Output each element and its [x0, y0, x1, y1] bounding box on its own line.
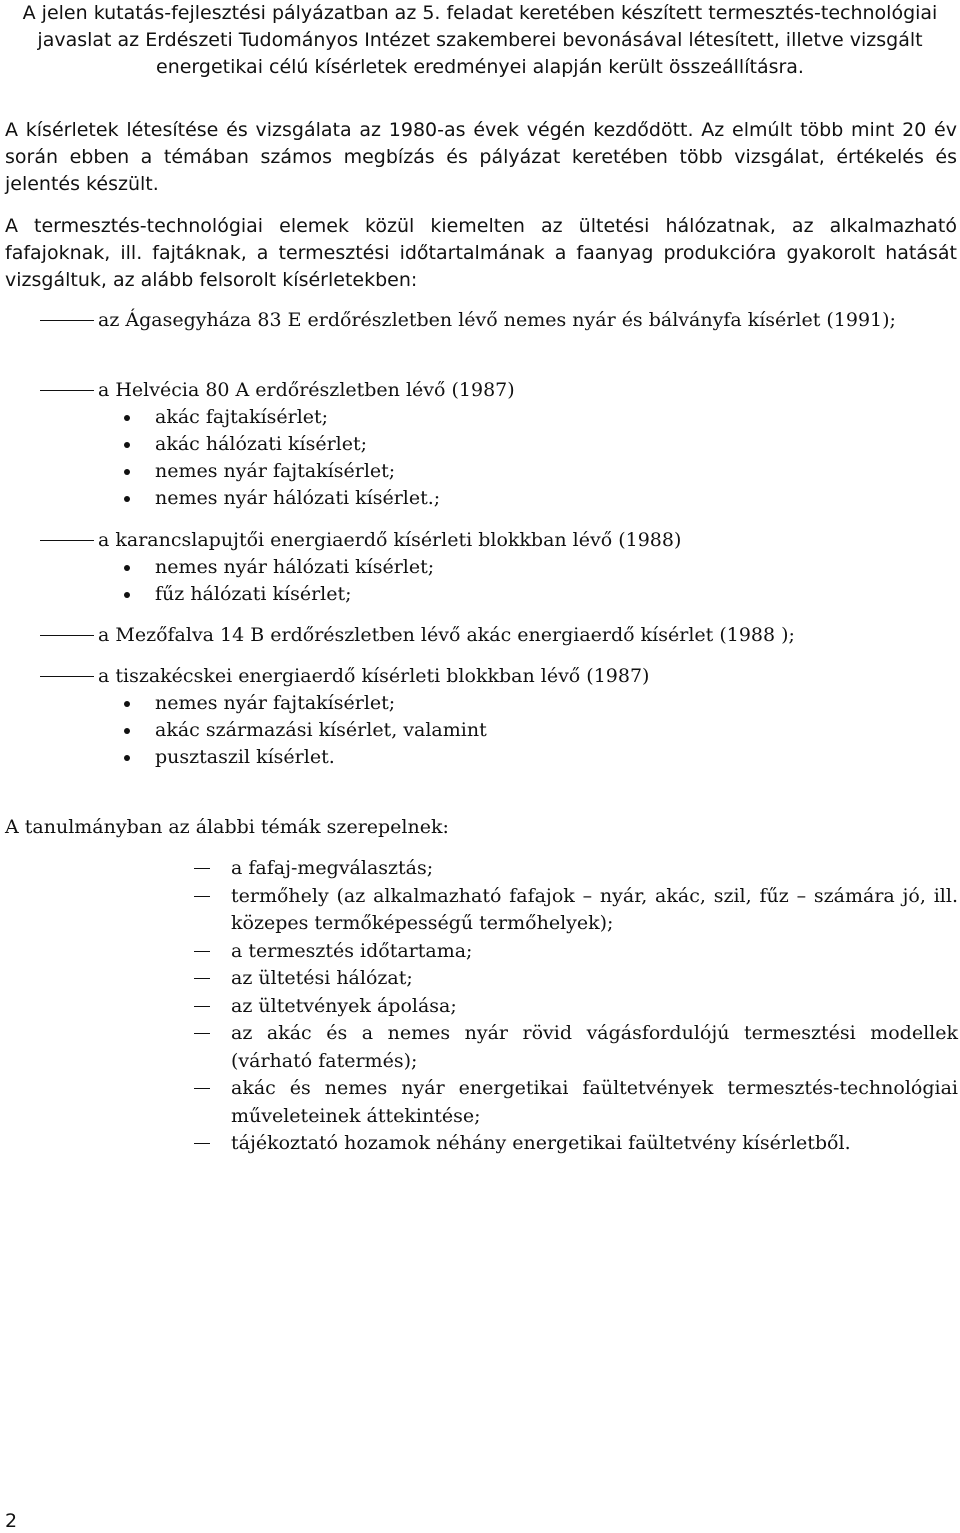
- list-item: termőhely (az alkalmazható fafajok – nyár, akác, szil, fűz – számára jó, ill. közepes termőképességű termőhelyek);: [190, 883, 958, 938]
- experiment-text: a karancslapujtői energiaerdő kísérleti blokkban lévő (1988): [98, 529, 682, 551]
- dash-marker: [194, 1143, 210, 1144]
- experiment-bullet-list: [115, 404, 440, 512]
- dash-marker: [194, 978, 210, 979]
- list-item: akác fajtakísérlet;: [115, 404, 440, 431]
- methods-paragraph: A termesztés-technológiai elemek közül kiemelten az ültetési hálózatnak, az alkalmazható fafajoknak, ill. fajtáknak, a termesztési időtartalmának a faanyag produkcióra gyakorolt hatását vizsgáltuk, az alább felsorolt kísérletekben:: [5, 215, 957, 291]
- bullet-icon: [124, 469, 130, 475]
- list-item: az ültetési hálózat;: [190, 965, 958, 993]
- dash-marker: [40, 676, 94, 677]
- list-item: pusztaszil kísérlet.: [115, 744, 487, 771]
- list-item: nemes nyár fajtakísérlet;: [115, 458, 440, 485]
- list-item: a termesztés időtartama;: [190, 938, 958, 966]
- bullet-icon: [124, 592, 130, 598]
- list-item: az ültetvények ápolása;: [190, 993, 958, 1021]
- experiment-text: az Ágasegyháza 83 E erdőrészletben lévő nemes nyár és bálványfa kísérlet (1991);: [98, 309, 896, 331]
- history-paragraph: A kísérletek létesítése és vizsgálata az 1980-as évek végén kezdődött. Az elmúlt több mint 20 év során ebben a témában számos megbízás és pályázat keretében több vizsgálat, értékelés és jelentés készült.: [5, 119, 957, 195]
- bullet-icon: [124, 415, 130, 421]
- intro-paragraph: A jelen kutatás-fejlesztési pályázatban az 5. feladat keretében készített termesztés-technológiai javaslat az Erdészeti Tudományos Intézet szakemberei bevonásával létesített, illetve vizsgált energetikai célú kísérletek eredményei alapján került összeállításra.: [22, 2, 938, 78]
- bullet-icon: [124, 442, 130, 448]
- bullet-icon: [124, 496, 130, 502]
- dash-marker: [40, 540, 94, 541]
- list-item: tájékoztató hozamok néhány energetikai faültetvény kísérletből.: [190, 1130, 958, 1158]
- dash-marker: [194, 951, 210, 952]
- topics-list: [190, 855, 958, 1158]
- topics-intro: A tanulmányban az álabbi témák szerepelnek:: [5, 816, 449, 838]
- bullet-icon: [124, 565, 130, 571]
- list-item: nemes nyár hálózati kísérlet.;: [115, 485, 440, 512]
- dash-marker: [194, 1033, 210, 1034]
- list-item: akác és nemes nyár energetikai faültetvények termesztés-technológiai műveleteinek áttekintése;: [190, 1075, 958, 1130]
- dash-marker: [194, 868, 210, 869]
- list-item: akác származási kísérlet, valamint: [115, 717, 487, 744]
- bullet-icon: [124, 701, 130, 707]
- bullet-icon: [124, 728, 130, 734]
- list-item: nemes nyár hálózati kísérlet;: [115, 554, 434, 581]
- dash-marker: [40, 635, 94, 636]
- page-number: 2: [5, 1510, 18, 1532]
- experiment-text: a Mezőfalva 14 B erdőrészletben lévő akác energiaerdő kísérlet (1988 );: [98, 624, 795, 646]
- experiment-bullet-list: [115, 554, 434, 608]
- list-item: fűz hálózati kísérlet;: [115, 581, 434, 608]
- dash-marker: [40, 320, 94, 321]
- experiment-text: a Helvécia 80 A erdőrészletben lévő (1987): [98, 379, 515, 401]
- list-item: nemes nyár fajtakísérlet;: [115, 690, 487, 717]
- list-item: az akác és a nemes nyár rövid vágásfordulójú termesztési modellek (várható fatermés);: [190, 1020, 958, 1075]
- list-item: a fafaj-megválasztás;: [190, 855, 958, 883]
- list-item: akác hálózati kísérlet;: [115, 431, 440, 458]
- bullet-icon: [124, 755, 130, 761]
- dash-marker: [194, 1006, 210, 1007]
- dash-marker: [40, 390, 94, 391]
- experiment-bullet-list: [115, 690, 487, 771]
- dash-marker: [194, 896, 210, 897]
- dash-marker: [194, 1088, 210, 1089]
- experiment-text: a tiszakécskei energiaerdő kísérleti blokkban lévő (1987): [98, 665, 650, 687]
